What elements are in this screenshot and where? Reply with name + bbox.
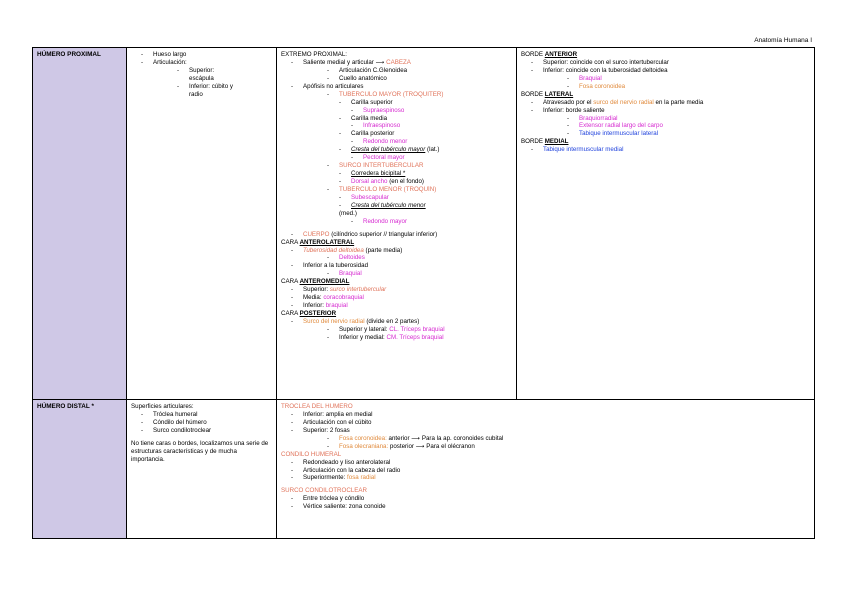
text: en la parte media (655, 98, 704, 106)
text: posterior ⟶ Para el olécranon (389, 442, 475, 450)
text: Inferior y medial: (339, 333, 385, 341)
row-title: HÚMERO DISTAL * (33, 400, 127, 539)
text: Superior: 2 fosas (303, 426, 350, 434)
text: (med.) (339, 209, 357, 217)
row-humero-proximal (33, 48, 815, 400)
text: (en el fondo) (389, 178, 424, 185)
list-item: Cóndilo del húmero (153, 418, 207, 426)
text: Subescapular (351, 193, 389, 201)
text: (lat.) (427, 146, 440, 154)
text: Cresta del tubérculo menor (351, 201, 426, 209)
text: Media: (303, 294, 322, 302)
text: TUBÉRCULO MENOR (TROQUÍN) (339, 185, 437, 193)
text: Fosa coronoidea (579, 82, 626, 90)
text: Fosa olecraniana: (339, 442, 389, 450)
text: CUERPO (303, 230, 330, 238)
text: POSTERIOR (299, 310, 337, 317)
text: BORDE (521, 138, 544, 146)
text: Carilla superior (351, 98, 393, 106)
text: anterior ⟶ Para la ap. coronoides cubital (388, 434, 504, 442)
text: Braquial (339, 270, 362, 278)
text: Articulación con el cúbito (303, 418, 372, 426)
text: Articulación C.Glenoidea (339, 66, 408, 74)
text: Superficies articulares: (131, 403, 194, 410)
text: Tabique intermuscular medial (543, 146, 624, 154)
text: Dorsal ancho (351, 178, 388, 185)
general-column: - Hueso largo - Articulación: - Superior: escápula - Inferior: cúbito y radio (127, 48, 277, 400)
text: ANTEROLATERAL (299, 238, 355, 246)
text: Surco del nervio radial (303, 317, 365, 325)
list-item: radio (189, 90, 203, 98)
list-item: Superior: (189, 66, 215, 74)
text: CM. Tríceps braquial (386, 333, 444, 341)
text: ANTERIOR (544, 51, 578, 58)
text: Braquial (579, 74, 602, 82)
text: Superiormente: (303, 474, 346, 482)
detail-column: EXTREMO PROXIMAL: - Saliente medial y articular ⟶ CABEZA - Articulación C.Glenoidea - Cuello anatómico - Apófisis no articulares - TUBÉRCULO MAYOR (TROQUITER) - Carilla superior - Supraespinoso - Carilla media - Infraespinoso - Carilla posterior - Redondo menor - Cresta del tubérculo mayor (lat.) - Pectoral mayor - SURCO INTERTUBERCULAR - Corredera bicipital * - Dorsal ancho (en el fondo) - TUBÉRCULO MENOR (TROQUÍN) - Subescapular - Cresta del tubérculo menor (med.) - Redondo mayor - CUERPO (cilíndrico superior // triangular inferior) CARA ANTEROLATERAL - Tuberosidad deltoidea (parte media) - Deltoides - Inferior a la tuberosidad - Braquial CARA ANTEROMEDIAL - Superior: surco intertubercular - Media: coracobraquial - Inferior: braquial CARA POSTERIOR - Surco del nervio radial (divide en 2 partes) - Superior y lateral: CL. Tríceps braquial - Inferior y medial: CM. Tríceps braquial (277, 48, 517, 400)
section-heading: CÓNDILO HUMERAL (281, 450, 342, 458)
text: coracobraquial (323, 294, 364, 302)
page-header: Anatomía Humana I (754, 37, 812, 44)
list-item: Tróclea humeral (153, 410, 198, 418)
text: surco del nervio radial (593, 98, 654, 106)
text: (cilíndrico superior // triangular inferior) (331, 230, 438, 238)
text: Supraespinoso (363, 106, 405, 114)
text: fosa radial (347, 474, 376, 482)
section-heading: EXTREMO PROXIMAL: (281, 51, 348, 58)
text: Redondo menor (363, 138, 408, 146)
text: TUBÉRCULO MAYOR (TROQUITER) (339, 90, 444, 98)
text: Carilla media (351, 114, 388, 122)
text: (parte media) (365, 246, 403, 254)
section-heading: TRÓCLEA DEL HÚMERO (281, 403, 353, 410)
text: Cresta del tubérculo mayor (351, 146, 426, 154)
list-item: Surco condilotroclear (153, 426, 212, 434)
row-humero-distal (33, 400, 815, 539)
text: Articulación con la cabeza del radio (303, 466, 401, 474)
text: CARA (281, 310, 298, 317)
text: surco intertubercular (329, 286, 387, 294)
text: Inferior: (303, 302, 324, 310)
list-item: Articulación: (153, 58, 187, 66)
text: braquial (325, 302, 348, 310)
detail-column: TRÓCLEA DEL HÚMERO - Inferior: amplia en medial - Articulación con el cúbito - Superior: 2 fosas - Fosa coronoidea: anterior ⟶ Para la ap. coronoides cubital - Fosa olecraniana: posterior ⟶ Para el olécranon CÓNDILO HUMERAL - Redondeado y liso anterolateral - Articulación con la cabeza del radio - Superiormente: fosa radial SURCO CONDILOTROCLEAR - Entre tróclea y cóndilo - Vértice saliente: zona conoide (277, 400, 815, 539)
text: MEDIAL (544, 138, 569, 146)
text: Redondo mayor (363, 217, 408, 225)
text: Tabique intermuscular lateral (579, 130, 659, 138)
text: BORDE (521, 51, 544, 58)
section-heading: SURCO CONDILOTROCLEAR (281, 487, 367, 495)
text: Fosa coronoidea: (339, 434, 387, 442)
text: BORDE (521, 90, 544, 98)
row-title: HÚMERO PROXIMAL (33, 48, 127, 400)
list-item: escápula (189, 74, 214, 82)
anatomy-table (32, 47, 815, 539)
text: CABEZA (386, 58, 411, 66)
text: Corredera bicipital * (351, 170, 406, 178)
note-text: No tiene caras o bordes, localizamos una serie de estructuras características y de mucha importancia. (131, 439, 269, 463)
text: Vértice saliente: zona conoide (303, 503, 386, 511)
text: Infraespinoso (363, 122, 401, 130)
text: LATERAL (544, 90, 574, 98)
text: Tuberosidad deltoidea (303, 246, 364, 254)
list-item: Hueso largo (153, 51, 187, 58)
text: Inferior: borde saliente (543, 106, 605, 114)
text: Apófisis no articulares (303, 82, 364, 90)
text: ANTEROMEDIAL (299, 278, 350, 286)
text: SURCO INTERTUBERCULAR (339, 162, 424, 170)
borders-column: BORDE ANTERIOR - Superior: coincide con el surco intertubercular - Inferior: coincide con la tuberosidad deltoidea - Braquial - Fosa coronoidea BORDE LATERAL - Atravesado por el surco del nervio radial en la parte media - Inferior: borde saliente - Braquiorradial - Extensor radial largo del carpo - Tabique intermuscular lateral BORDE MEDIAL - Tabique intermuscular medial (517, 48, 815, 400)
text: Braquiorradial (579, 114, 618, 122)
text: (divide en 2 partes) (366, 317, 420, 325)
text: Carilla posterior (351, 130, 395, 138)
text: Saliente medial y articular ⟶ (303, 58, 385, 66)
text: Inferior: amplia en medial (303, 410, 373, 418)
text: Cuello anatómico (339, 74, 387, 82)
text: Pectoral mayor (363, 154, 405, 162)
text: Redondeado y liso anterolateral (303, 458, 391, 466)
text: Superior y lateral: (339, 325, 388, 333)
general-column: Superficies articulares: - Tróclea humeral - Cóndilo del húmero - Surco condilotroclear No tiene caras o bordes, localizamos una serie de estructuras características y de mucha importancia. (127, 400, 277, 539)
text: Entre tróclea y cóndilo (303, 495, 365, 503)
text: Superior: coincide con el surco intertubercular (543, 58, 669, 66)
text: CARA (281, 238, 298, 246)
text: Inferior a la tuberosidad (303, 262, 369, 270)
text: Extensor radial largo del carpo (579, 122, 663, 130)
text: CARA (281, 278, 298, 286)
text: Superior: (303, 286, 329, 294)
list-item: Inferior: cúbito y (189, 82, 234, 90)
text: Atravesado por el (543, 98, 592, 106)
text: Inferior: coincide con la tuberosidad deltoidea (543, 66, 668, 74)
text: Deltoides (339, 254, 365, 262)
text: CL. Tríceps braquial (389, 325, 445, 333)
